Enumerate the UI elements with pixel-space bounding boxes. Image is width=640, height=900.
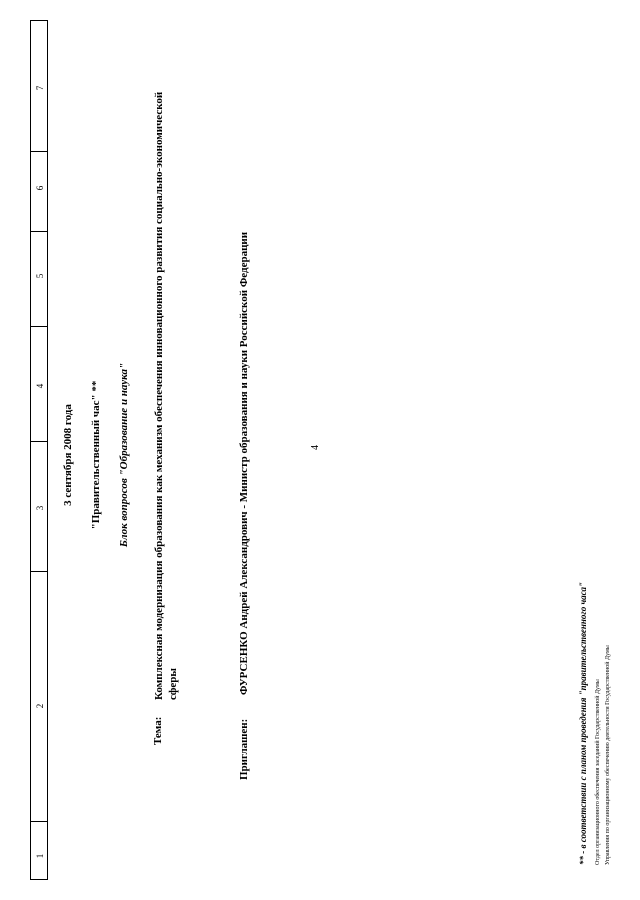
topic-label: Тема: — [152, 716, 164, 745]
column-divider — [31, 441, 47, 442]
column-number: 7 — [35, 85, 45, 91]
agenda-content — [60, 30, 620, 880]
invited-text: ФУРСЕНКО Андрей Александрович - Министр образования и науки Российской Федерации — [238, 231, 250, 695]
session-date: 3 сентября 2008 года — [62, 404, 74, 506]
column-number: 3 — [35, 505, 45, 511]
government-hour-title: "Правительственный час" ** — [90, 380, 102, 530]
column-number: 1 — [35, 853, 45, 859]
column-divider — [31, 821, 47, 822]
topic-text: Комплексная модернизация образования как механизм обеспечения инновационного развития социально-экономической сферы — [153, 91, 179, 700]
page-number: 4 — [310, 445, 321, 450]
question-block-title: Блок вопросов "Образование и наука" — [118, 362, 130, 548]
column-divider — [31, 571, 47, 572]
footer-directorate: Управления по организационному обеспечению деятельности Государственной Думы — [605, 645, 611, 865]
footnote: ** - в соответствии с планом проведения "правительственного часа" — [578, 582, 588, 865]
column-divider — [31, 151, 47, 152]
table-column-numbers — [30, 20, 48, 880]
column-number: 4 — [35, 383, 45, 389]
column-number: 5 — [35, 273, 45, 279]
column-divider — [31, 326, 47, 327]
footer-department: Отдел организационного обеспечения заседаний Государственной Думы — [595, 679, 601, 865]
column-divider — [31, 231, 47, 232]
column-number: 6 — [35, 185, 45, 191]
invited-label: Приглашен: — [238, 718, 250, 780]
column-number: 2 — [35, 703, 45, 709]
